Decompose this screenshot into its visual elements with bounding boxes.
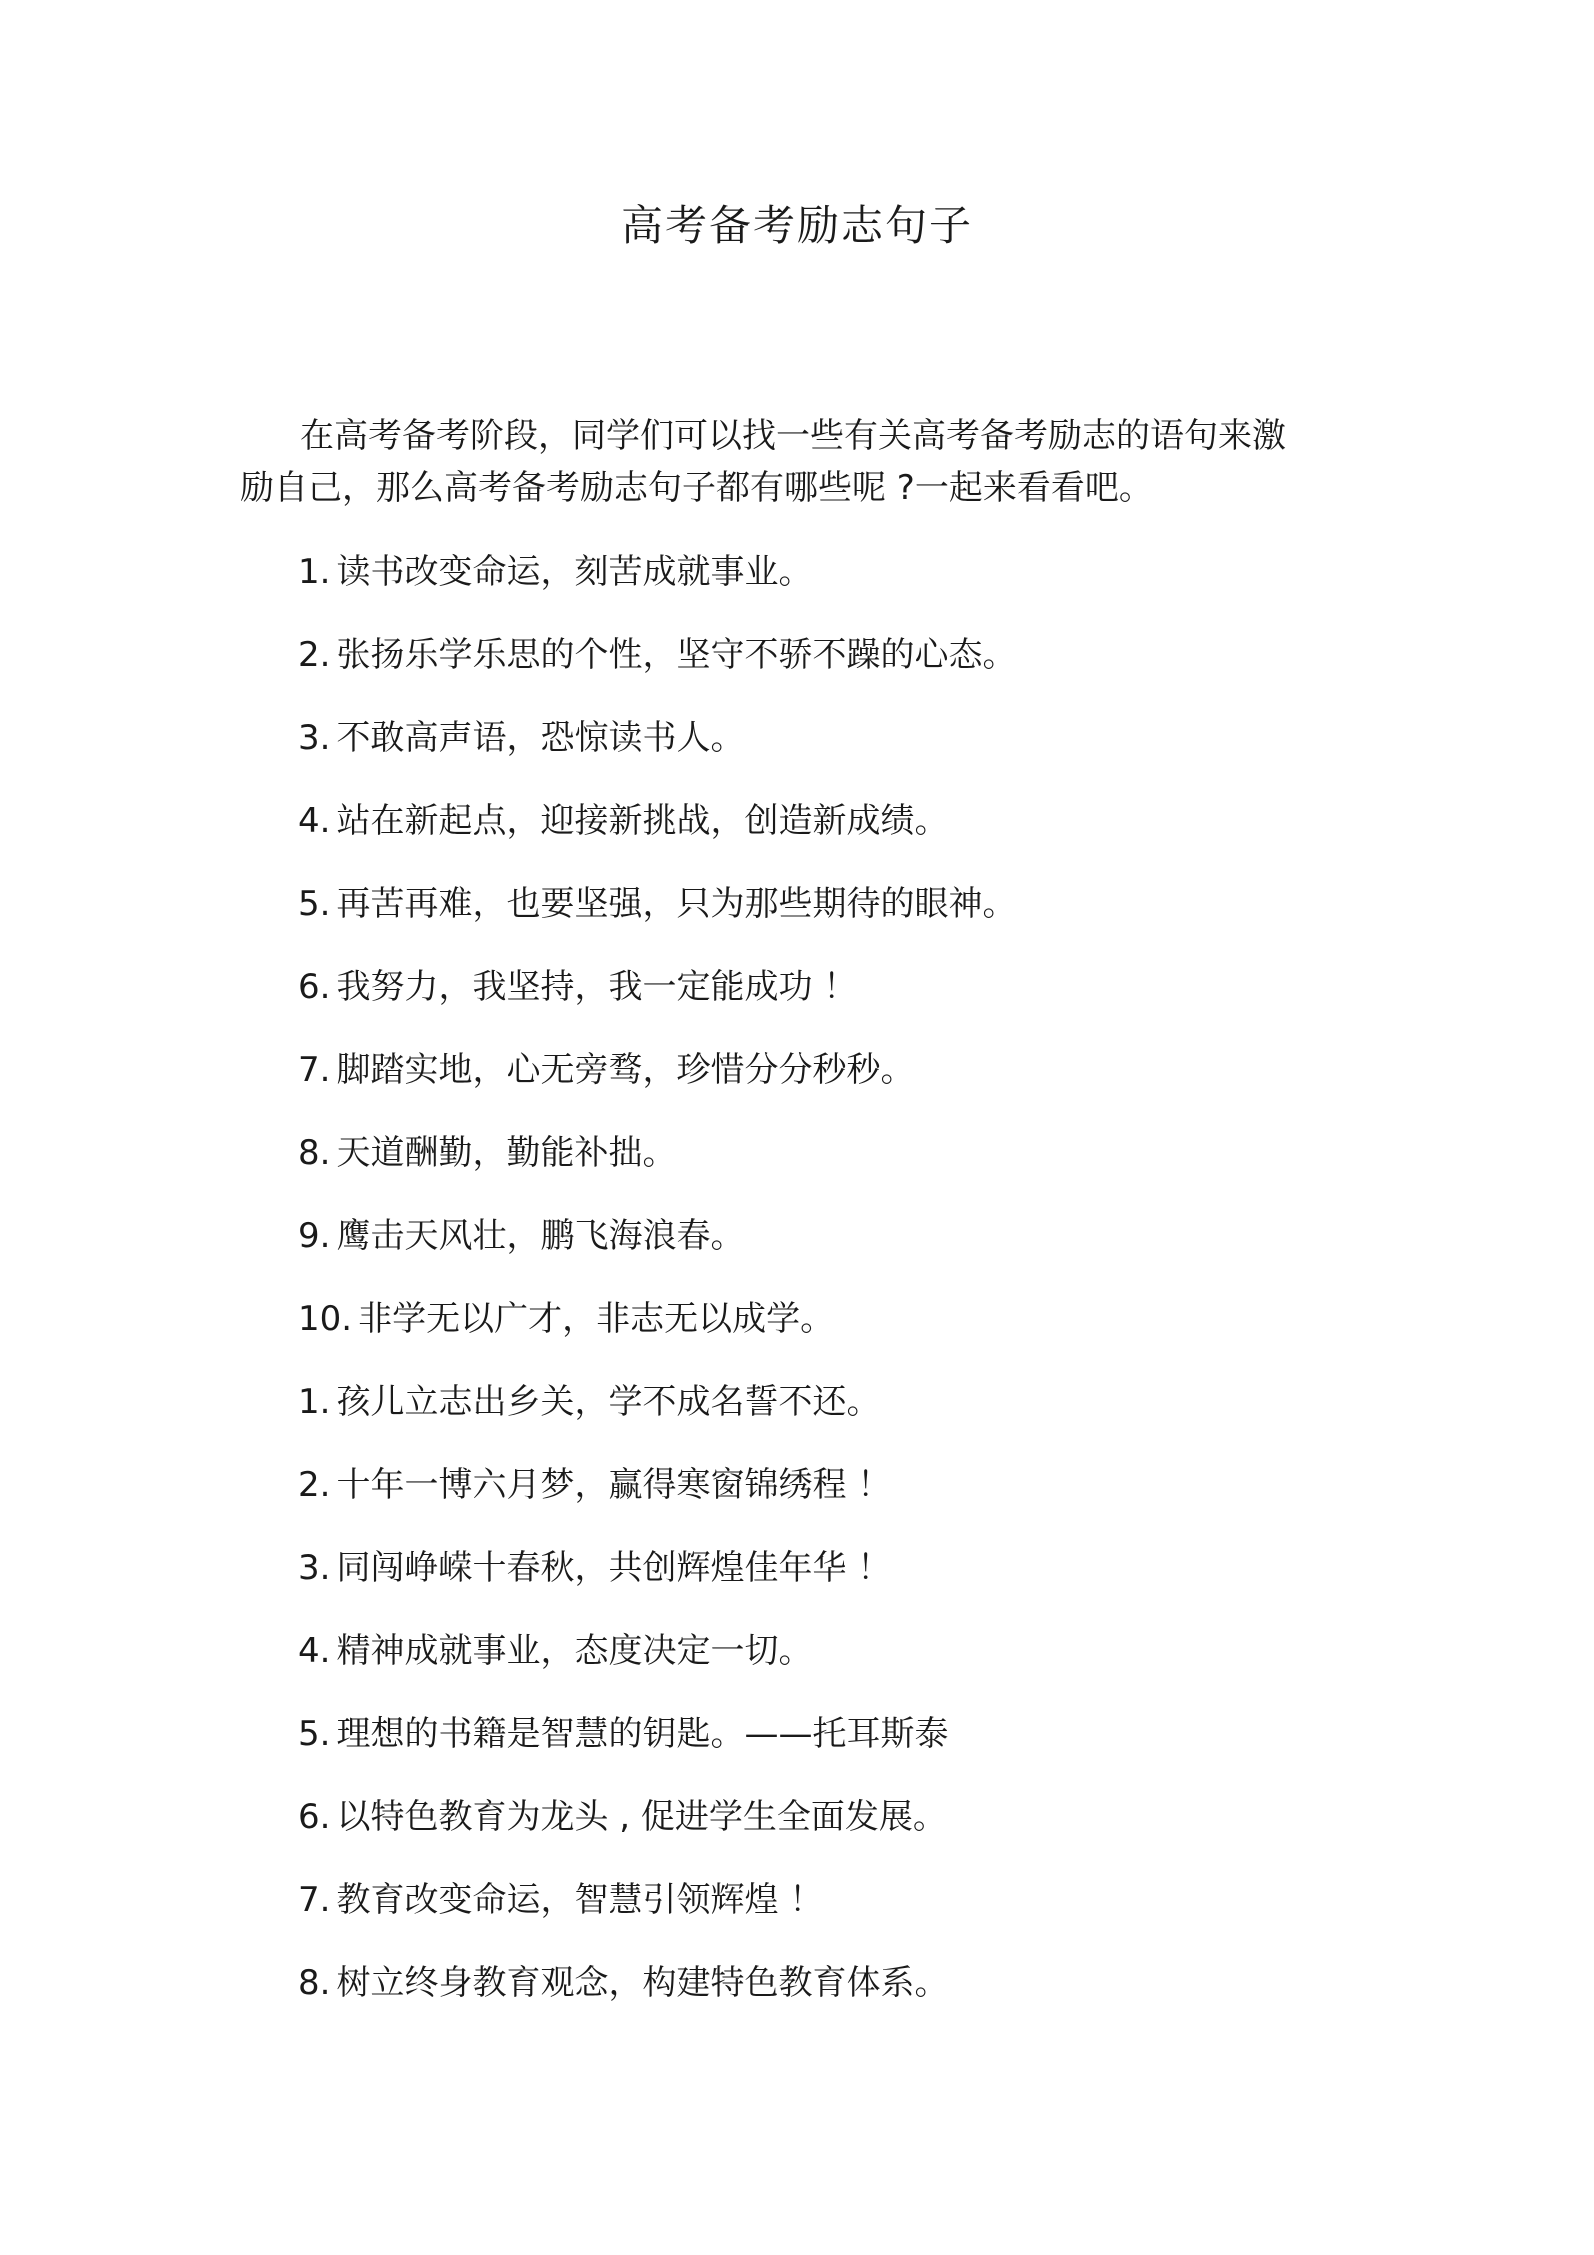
item-number: 6. [298, 1797, 331, 1837]
item-text: 不敢高声语，恐惊读书人。 [336, 718, 745, 758]
list-item [298, 629, 1016, 712]
quote-list [298, 546, 1016, 2040]
item-number: 2. [298, 1465, 331, 1505]
page-title: 高考备考励志句子 [620, 201, 973, 250]
item-text: 理想的书籍是智慧的钥匙。——托耳斯泰 [336, 1714, 949, 1754]
item-number: 1. [298, 552, 331, 592]
item-text: 天道酬勤，勤能补拙。 [336, 1133, 677, 1173]
item-number: 5. [298, 884, 331, 924]
item-number: 9. [298, 1216, 331, 1256]
list-item [298, 546, 1016, 629]
item-text: 站在新起点，迎接新挑战，创造新成绩。 [336, 801, 949, 841]
list-item [298, 1708, 1016, 1791]
item-number: 8. [298, 1963, 331, 2003]
item-text: 以特色教育为龙头 , 促进学生全面发展。 [336, 1797, 947, 1837]
item-text: 我努力，我坚持，我一定能成功 ！ [336, 967, 858, 1007]
list-item [298, 1542, 1016, 1625]
list-item [298, 1791, 1016, 1874]
item-number: 8. [298, 1133, 331, 1173]
list-item [298, 795, 1016, 878]
item-number: 4. [298, 1631, 331, 1671]
list-item [298, 1625, 1016, 1708]
item-text: 脚踏实地，心无旁骛，珍惜分分秒秒。 [336, 1050, 915, 1090]
list-item [298, 1957, 1016, 2040]
item-text: 鹰击天风壮，鹏飞海浪春。 [336, 1216, 745, 1256]
item-number: 7. [298, 1050, 331, 1090]
list-item [298, 878, 1016, 961]
item-number: 6. [298, 967, 331, 1007]
list-item [298, 1127, 1016, 1210]
intro-paragraph: 在高考备考阶段，同学们可以找一些有关高考备考励志的语句来激励自己，那么高考备考励志句子都有哪些呢 ?一起来看看吧。 [240, 416, 1286, 508]
list-item [298, 1874, 1016, 1957]
item-number: 10. [298, 1299, 353, 1339]
list-item [298, 712, 1016, 795]
item-text: 张扬乐学乐思的个性，坚守不骄不躁的心态。 [336, 635, 1017, 675]
item-number: 1. [298, 1382, 331, 1422]
list-item [298, 1210, 1016, 1293]
list-item [298, 1044, 1016, 1127]
item-number: 2. [298, 635, 331, 675]
item-text: 精神成就事业，态度决定一切。 [336, 1631, 813, 1671]
item-number: 4. [298, 801, 331, 841]
item-number: 5. [298, 1714, 331, 1754]
item-text: 再苦再难，也要坚强，只为那些期待的眼神。 [336, 884, 1017, 924]
item-text: 十年一博六月梦，赢得寒窗锦绣程 ！ [336, 1465, 892, 1505]
list-item [298, 1376, 1016, 1459]
item-number: 3. [298, 1548, 331, 1588]
item-text: 孩儿立志出乡关，学不成名誓不还。 [336, 1382, 881, 1422]
item-text: 树立终身教育观念，构建特色教育体系。 [336, 1963, 949, 2003]
item-text: 教育改变命运，智慧引领辉煌 ！ [336, 1880, 824, 1920]
list-item [298, 1293, 1016, 1376]
item-number: 3. [298, 718, 331, 758]
item-text: 同闯峥嵘十春秋，共创辉煌佳年华 ！ [336, 1548, 892, 1588]
list-item [298, 1459, 1016, 1542]
item-text: 读书改变命运，刻苦成就事业。 [336, 552, 813, 592]
item-number: 7. [298, 1880, 331, 1920]
item-text: 非学无以广才，非志无以成学。 [358, 1299, 835, 1339]
list-item [298, 961, 1016, 1044]
